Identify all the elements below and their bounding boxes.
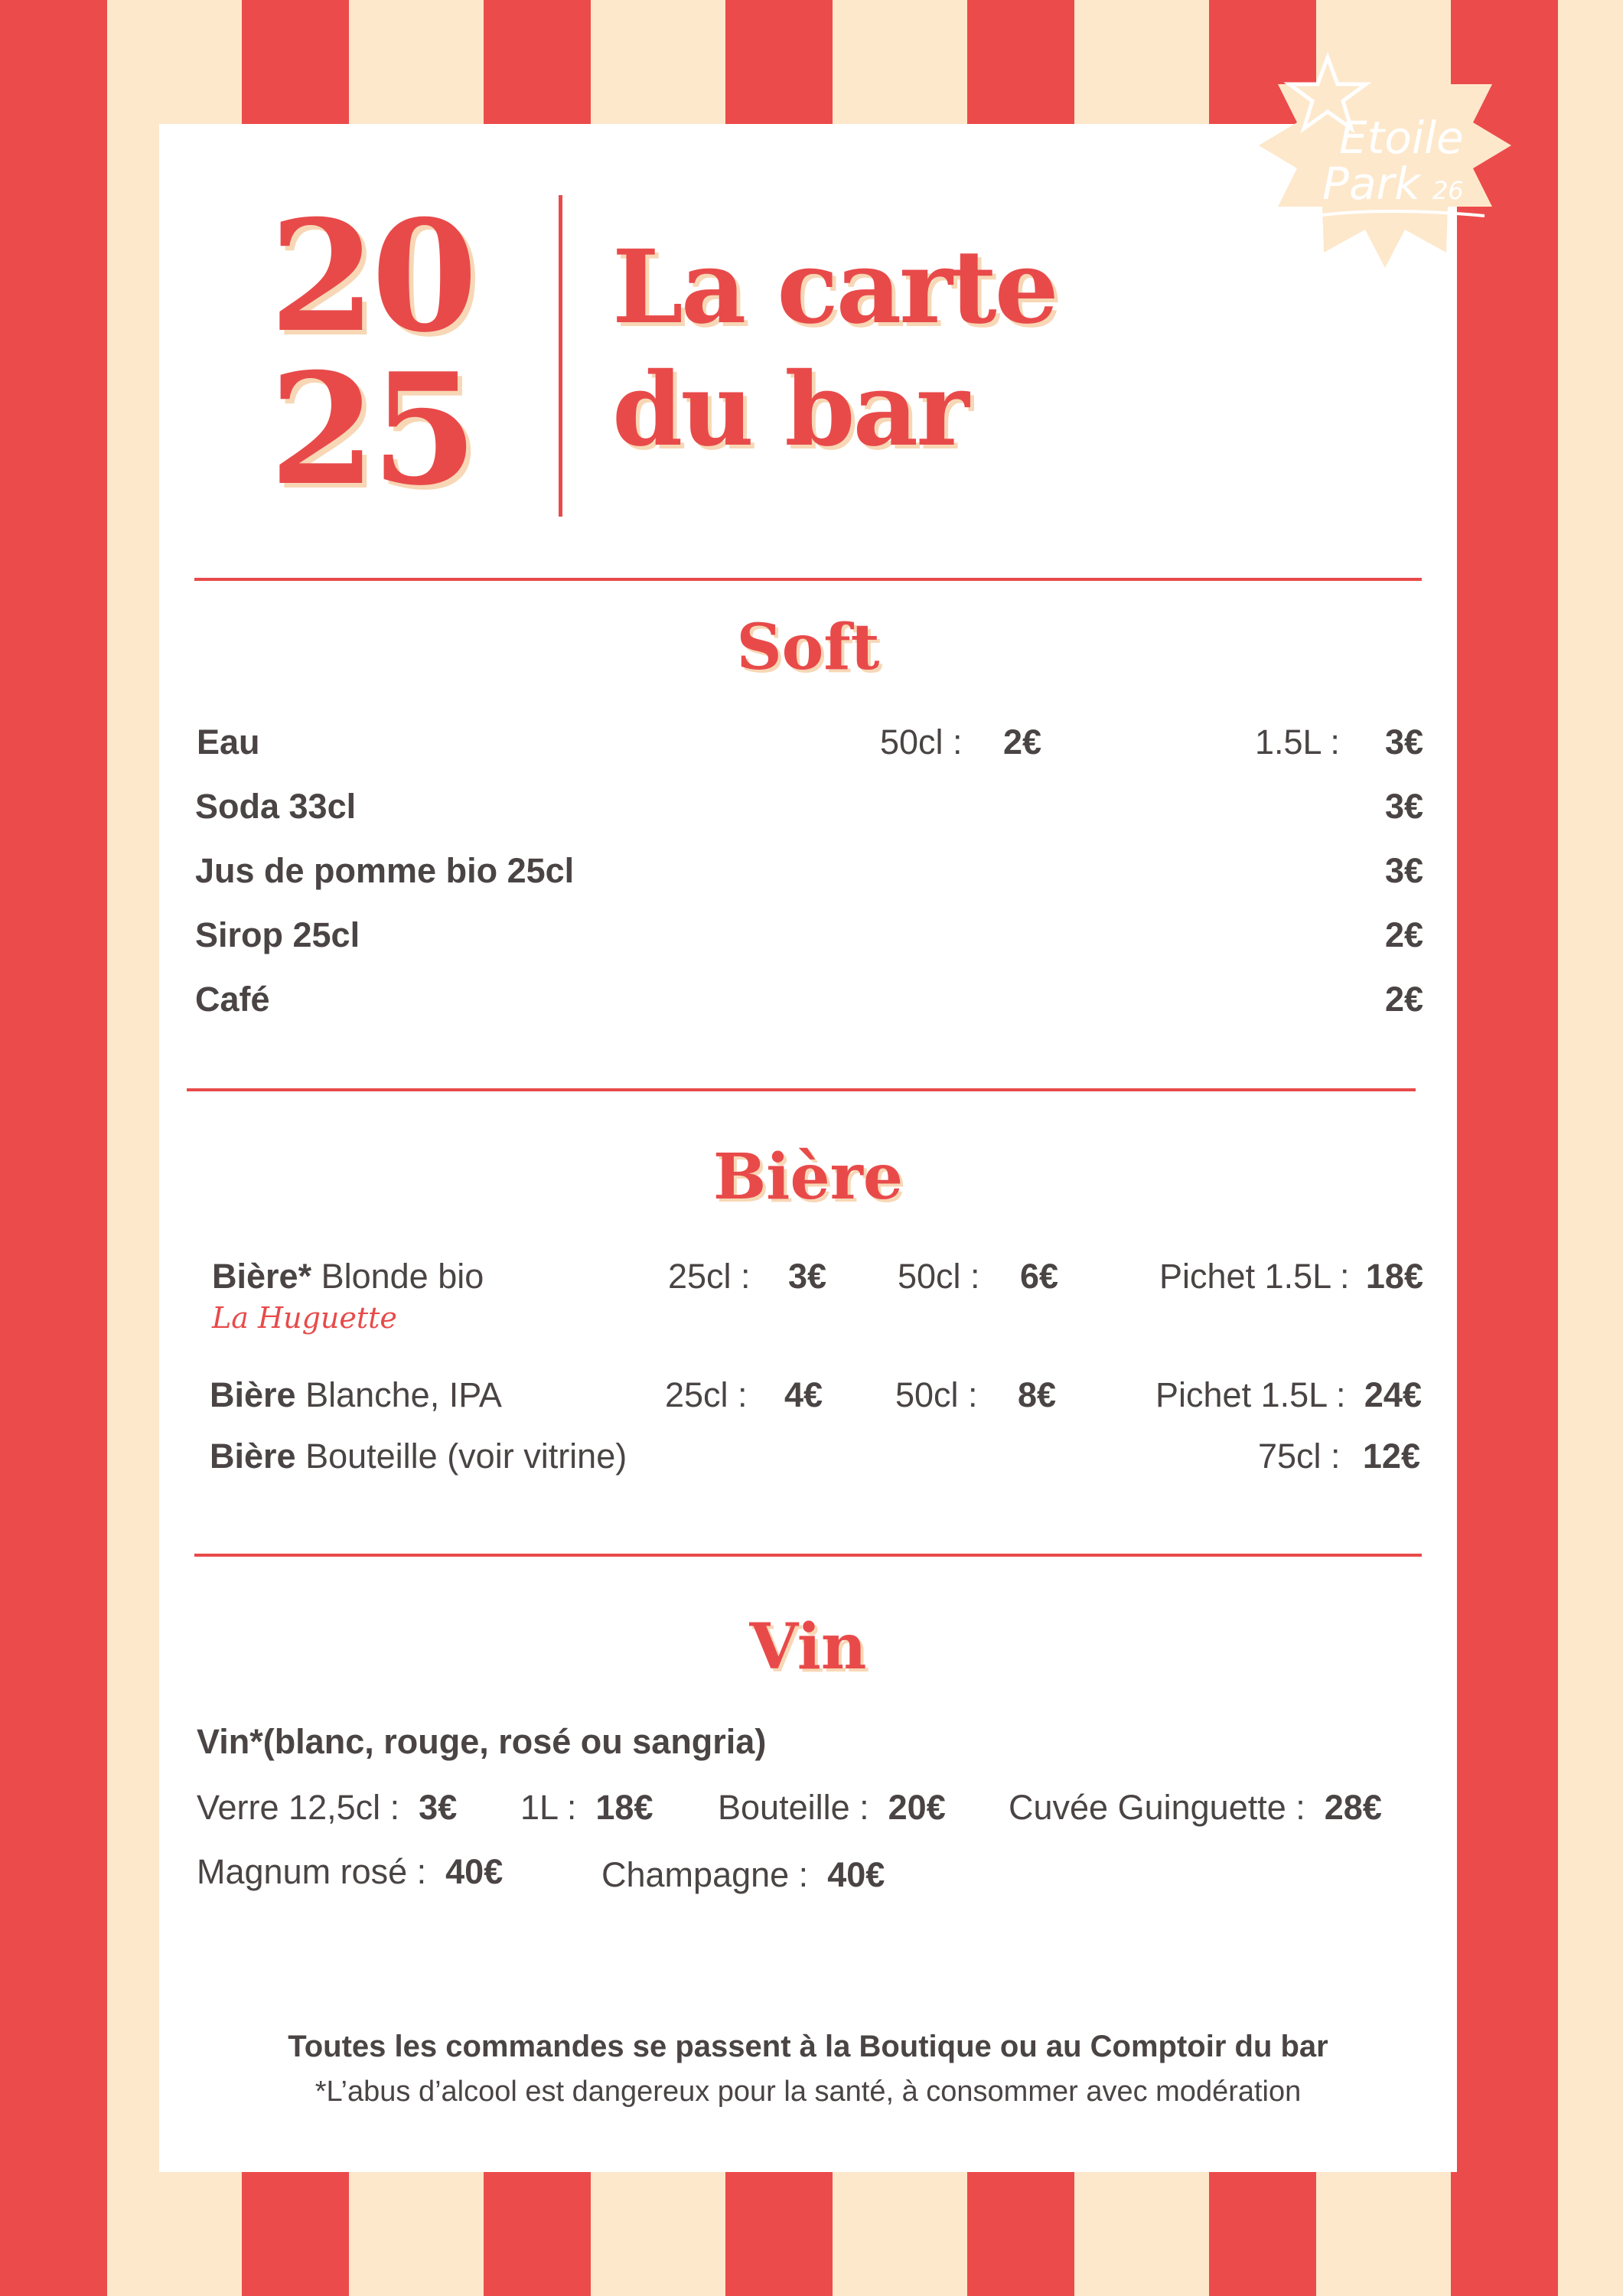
biere-blonde-label: Bière* Blonde bio — [212, 1257, 484, 1296]
section-title-soft: Soft — [736, 611, 880, 684]
svg-text:Etoile: Etoile — [1339, 112, 1464, 164]
blanche-size-2: 50cl : — [895, 1375, 978, 1414]
blanche-size-1: 25cl : — [665, 1375, 748, 1414]
blonde-price-3: 18€ — [1365, 1257, 1423, 1296]
blonde-price-1: 3€ — [788, 1257, 827, 1296]
eau-size-1: 50cl : — [880, 722, 963, 762]
year-top: 20 — [269, 187, 474, 367]
blonde-size-3: Pichet 1.5L : — [1159, 1257, 1350, 1296]
eau-price-2: 3€ — [1384, 722, 1423, 762]
vin-heading: Vin*(blanc, rouge, rosé ou sangria) — [197, 1722, 767, 1761]
footer-alcohol-warning: *L’abus d’alcool est dangereux pour la santé, à consommer avec modération — [314, 2076, 1302, 2108]
item-price-jus: 3€ — [1384, 851, 1423, 890]
item-price-sirop: 2€ — [1384, 915, 1423, 954]
section-divider — [187, 1088, 1416, 1091]
blanche-price-2: 8€ — [1018, 1375, 1057, 1414]
item-price-soda: 3€ — [1384, 787, 1423, 826]
item-name-sirop: Sirop 25cl — [195, 915, 360, 954]
svg-text:26: 26 — [1432, 176, 1464, 205]
brand-la-huguette: La Huguette — [212, 1301, 397, 1335]
item-price-cafe: 2€ — [1384, 980, 1423, 1019]
page-title-line2: du bar — [612, 351, 967, 469]
item-name-cafe: Café — [195, 980, 270, 1019]
footer-order-info: Toutes les commandes se passent à la Boutique ou au Comptoir du bar — [288, 2030, 1328, 2063]
svg-text:Park: Park — [1322, 158, 1420, 210]
blonde-size-2: 50cl : — [898, 1257, 980, 1296]
page-title-line1: La carte — [612, 228, 1057, 347]
section-title-vin: Vin — [749, 1610, 867, 1684]
vin-champagne: Champagne : 40€ — [601, 1855, 885, 1894]
vin-verre: Verre 12,5cl : 3€ — [197, 1788, 458, 1827]
biere-blanche-label: Bière Blanche, IPA — [210, 1375, 502, 1414]
vin-cuvee: Cuvée Guinguette : 28€ — [1009, 1788, 1382, 1827]
vin-bouteille: Bouteille : 20€ — [718, 1788, 946, 1827]
item-name-soda: Soda 33cl — [195, 787, 357, 826]
bouteille-price: 12€ — [1362, 1437, 1420, 1476]
vin-litre: 1L : 18€ — [520, 1788, 653, 1827]
blonde-price-2: 6€ — [1020, 1257, 1059, 1296]
eau-size-2: 1.5L : — [1255, 722, 1340, 762]
section-divider — [194, 1554, 1422, 1557]
eau-price-1: 2€ — [1003, 722, 1042, 762]
vin-magnum: Magnum rosé : 40€ — [197, 1852, 504, 1891]
blanche-price-1: 4€ — [784, 1375, 823, 1414]
section-title-biere: Bière — [712, 1140, 903, 1214]
section-divider — [194, 578, 1422, 581]
bouteille-size: 75cl : — [1258, 1437, 1341, 1476]
etoile-park-logo — [1255, 15, 1515, 276]
blanche-price-3: 24€ — [1364, 1375, 1422, 1414]
biere-bouteille-label: Bière Bouteille (voir vitrine) — [210, 1437, 627, 1476]
blanche-size-3: Pichet 1.5L : — [1155, 1375, 1346, 1414]
blonde-size-1: 25cl : — [668, 1257, 751, 1296]
year-bottom: 25 — [269, 340, 474, 520]
item-name-jus: Jus de pomme bio 25cl — [195, 851, 575, 890]
item-name-eau: Eau — [197, 722, 260, 762]
header-divider — [559, 195, 562, 517]
